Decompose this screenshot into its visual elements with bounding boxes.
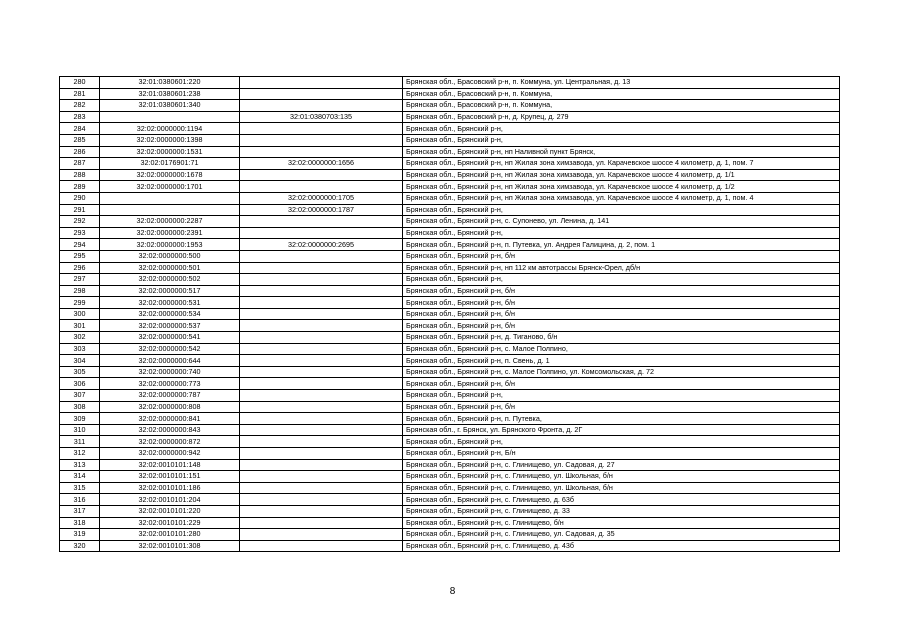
row-number-cell: 300 (60, 308, 100, 320)
address-cell: Брянская обл., Брасовский р-н, п. Коммуна, ул. Центральная, д. 13 (403, 77, 840, 89)
address-cell: Брянская обл., Брянский р-н, (403, 436, 840, 448)
cadastral-number-cell: 32:02:0010101:204 (100, 494, 240, 506)
address-cell: Брянская обл., Брянский р-н, п. Свень, д. 1 (403, 355, 840, 367)
row-number-cell: 315 (60, 482, 100, 494)
secondary-cadastral-number-cell (240, 250, 403, 262)
address-cell: Брянская обл., Брянский р-н, с. Глинищево, д. 63б (403, 494, 840, 506)
secondary-cadastral-number-cell (240, 505, 403, 517)
row-number-cell: 312 (60, 448, 100, 460)
address-cell: Брянская обл., Брянский р-н, п. Путевка, ул. Андрея Галицина, д. 2, пом. 1 (403, 239, 840, 251)
table-row (60, 494, 840, 506)
row-number-cell: 298 (60, 285, 100, 297)
row-number-cell: 285 (60, 134, 100, 146)
secondary-cadastral-number-cell (240, 297, 403, 309)
secondary-cadastral-number-cell (240, 540, 403, 552)
page-number: 8 (449, 586, 456, 597)
row-number-cell: 311 (60, 436, 100, 448)
cadastral-number-cell (100, 192, 240, 204)
table-row (60, 401, 840, 413)
address-cell: Брянская обл., Брянский р-н, б/н (403, 320, 840, 332)
row-number-cell: 287 (60, 158, 100, 170)
table-row (60, 134, 840, 146)
row-number-cell: 314 (60, 471, 100, 483)
table-row (60, 158, 840, 170)
secondary-cadastral-number-cell (240, 355, 403, 367)
cadastral-number-cell: 32:01:0380601:340 (100, 100, 240, 112)
table-row (60, 540, 840, 552)
table-row (60, 274, 840, 286)
table-row (60, 262, 840, 274)
secondary-cadastral-number-cell (240, 274, 403, 286)
secondary-cadastral-number-cell (240, 181, 403, 193)
table-row (60, 192, 840, 204)
secondary-cadastral-number-cell (240, 424, 403, 436)
secondary-cadastral-number-cell (240, 123, 403, 135)
row-number-cell: 305 (60, 366, 100, 378)
row-number-cell: 280 (60, 77, 100, 89)
table-row (60, 343, 840, 355)
address-cell: Брянская обл., Брянский р-н, с. Глинищево, д. 33 (403, 505, 840, 517)
row-number-cell: 304 (60, 355, 100, 367)
cadastral-number-cell: 32:01:0380601:238 (100, 88, 240, 100)
cadastral-number-cell: 32:02:0000000:1398 (100, 134, 240, 146)
row-number-cell: 307 (60, 390, 100, 402)
row-number-cell: 319 (60, 529, 100, 541)
table-row (60, 297, 840, 309)
secondary-cadastral-number-cell (240, 169, 403, 181)
address-cell: Брянская обл., Брянский р-н, с. Глинищево, б/н (403, 517, 840, 529)
row-number-cell: 289 (60, 181, 100, 193)
table-row (60, 204, 840, 216)
cadastral-number-cell: 32:02:0000000:517 (100, 285, 240, 297)
secondary-cadastral-number-cell (240, 494, 403, 506)
address-cell: Брянская обл., Брасовский р-н, п. Коммуна, (403, 88, 840, 100)
cadastral-number-cell: 32:02:0176901:71 (100, 158, 240, 170)
cadastral-number-cell: 32:02:0000000:1678 (100, 169, 240, 181)
row-number-cell: 313 (60, 459, 100, 471)
address-cell: Брянская обл., Брянский р-н, б/н (403, 297, 840, 309)
secondary-cadastral-number-cell (240, 482, 403, 494)
secondary-cadastral-number-cell (240, 529, 403, 541)
row-number-cell: 295 (60, 250, 100, 262)
secondary-cadastral-number-cell (240, 320, 403, 332)
address-cell: Брянская обл., Брянский р-н, нп Жилая зона химзавода, ул. Карачевское шоссе 4 километр, д. 1/2 (403, 181, 840, 193)
cadastral-number-cell: 32:02:0000000:534 (100, 308, 240, 320)
cadastral-number-cell: 32:02:0000000:1953 (100, 239, 240, 251)
registry-table-body (60, 77, 840, 552)
table-row (60, 88, 840, 100)
property-registry-table (59, 76, 840, 552)
cadastral-number-cell: 32:02:0000000:1531 (100, 146, 240, 158)
secondary-cadastral-number-cell: 32:02:0000000:1705 (240, 192, 403, 204)
table-row (60, 77, 840, 89)
row-number-cell: 281 (60, 88, 100, 100)
secondary-cadastral-number-cell (240, 517, 403, 529)
row-number-cell: 301 (60, 320, 100, 332)
cadastral-number-cell: 32:02:0000000:531 (100, 297, 240, 309)
table-row (60, 424, 840, 436)
table-row (60, 529, 840, 541)
row-number-cell: 297 (60, 274, 100, 286)
table-row (60, 505, 840, 517)
address-cell: Брянская обл., г. Брянск, ул. Брянского Фронта, д. 2Г (403, 424, 840, 436)
table-row (60, 100, 840, 112)
secondary-cadastral-number-cell: 32:02:0000000:1787 (240, 204, 403, 216)
cadastral-number-cell: 32:02:0000000:644 (100, 355, 240, 367)
address-cell: Брянская обл., Брянский р-н, б/н (403, 378, 840, 390)
address-cell: Брянская обл., Брянский р-н, нп Наливной пункт Брянск, (403, 146, 840, 158)
table-row (60, 459, 840, 471)
address-cell: Брянская обл., Брянский р-н, с. Глинищево, д. 43б (403, 540, 840, 552)
secondary-cadastral-number-cell (240, 436, 403, 448)
cadastral-number-cell: 32:02:0000000:808 (100, 401, 240, 413)
address-cell: Брянская обл., Брянский р-н, (403, 134, 840, 146)
row-number-cell: 310 (60, 424, 100, 436)
row-number-cell: 292 (60, 216, 100, 228)
table-row (60, 239, 840, 251)
table-row (60, 169, 840, 181)
row-number-cell: 288 (60, 169, 100, 181)
row-number-cell: 303 (60, 343, 100, 355)
row-number-cell: 290 (60, 192, 100, 204)
row-number-cell: 283 (60, 111, 100, 123)
address-cell: Брянская обл., Брянский р-н, нп Жилая зона химзавода, ул. Карачевское шоссе 4 километр, д. 1, пом. 4 (403, 192, 840, 204)
row-number-cell: 302 (60, 332, 100, 344)
table-row (60, 413, 840, 425)
address-cell: Брянская обл., Брянский р-н, с. Супонево, ул. Ленина, д. 141 (403, 216, 840, 228)
table-row (60, 146, 840, 158)
row-number-cell: 308 (60, 401, 100, 413)
cadastral-number-cell: 32:02:0000000:843 (100, 424, 240, 436)
address-cell: Брянская обл., Брянский р-н, (403, 123, 840, 135)
cadastral-number-cell: 32:02:0010101:308 (100, 540, 240, 552)
address-cell: Брянская обл., Брянский р-н, б/н (403, 308, 840, 320)
secondary-cadastral-number-cell (240, 459, 403, 471)
row-number-cell: 293 (60, 227, 100, 239)
cadastral-number-cell (100, 111, 240, 123)
table-row (60, 250, 840, 262)
table-row (60, 123, 840, 135)
address-cell: Брянская обл., Брасовский р-н, д. Крупец, д. 279 (403, 111, 840, 123)
cadastral-number-cell: 32:02:0000000:501 (100, 262, 240, 274)
secondary-cadastral-number-cell (240, 343, 403, 355)
table-row (60, 216, 840, 228)
address-cell: Брянская обл., Брянский р-н, с. Глинищево, ул. Школьная, б/н (403, 482, 840, 494)
secondary-cadastral-number-cell (240, 216, 403, 228)
secondary-cadastral-number-cell (240, 100, 403, 112)
address-cell: Брянская обл., Брянский р-н, д. Тиганово, б/н (403, 332, 840, 344)
address-cell: Брянская обл., Брянский р-н, нп Жилая зона химзавода, ул. Карачевское шоссе 4 километр, д. 1, пом. 7 (403, 158, 840, 170)
cadastral-number-cell: 32:02:0000000:2287 (100, 216, 240, 228)
secondary-cadastral-number-cell (240, 285, 403, 297)
cadastral-number-cell: 32:02:0000000:942 (100, 448, 240, 460)
secondary-cadastral-number-cell (240, 262, 403, 274)
cadastral-number-cell: 32:02:0000000:502 (100, 274, 240, 286)
address-cell: Брянская обл., Брянский р-н, Б/н (403, 448, 840, 460)
cadastral-number-cell: 32:02:0010101:151 (100, 471, 240, 483)
address-cell: Брянская обл., Брянский р-н, (403, 390, 840, 402)
table-row (60, 111, 840, 123)
row-number-cell: 296 (60, 262, 100, 274)
row-number-cell: 282 (60, 100, 100, 112)
cadastral-number-cell: 32:02:0010101:280 (100, 529, 240, 541)
secondary-cadastral-number-cell (240, 448, 403, 460)
cadastral-number-cell: 32:02:0000000:2391 (100, 227, 240, 239)
address-cell: Брянская обл., Брянский р-н, (403, 227, 840, 239)
address-cell: Брянская обл., Брянский р-н, б/н (403, 250, 840, 262)
cadastral-number-cell: 32:02:0000000:787 (100, 390, 240, 402)
address-cell: Брянская обл., Брянский р-н, (403, 204, 840, 216)
row-number-cell: 299 (60, 297, 100, 309)
secondary-cadastral-number-cell (240, 401, 403, 413)
secondary-cadastral-number-cell: 32:02:0000000:1656 (240, 158, 403, 170)
secondary-cadastral-number-cell (240, 146, 403, 158)
table-row (60, 355, 840, 367)
cadastral-number-cell: 32:01:0380601:220 (100, 77, 240, 89)
address-cell: Брянская обл., Брасовский р-н, п. Коммуна, (403, 100, 840, 112)
secondary-cadastral-number-cell: 32:01:0380703:135 (240, 111, 403, 123)
address-cell: Брянская обл., Брянский р-н, (403, 274, 840, 286)
address-cell: Брянская обл., Брянский р-н, с. Глинищево, ул. Школьная, б/н (403, 471, 840, 483)
table-row (60, 320, 840, 332)
secondary-cadastral-number-cell (240, 366, 403, 378)
table-row (60, 378, 840, 390)
table-row (60, 482, 840, 494)
cadastral-number-cell: 32:02:0000000:1194 (100, 123, 240, 135)
cadastral-number-cell (100, 204, 240, 216)
secondary-cadastral-number-cell (240, 471, 403, 483)
secondary-cadastral-number-cell (240, 390, 403, 402)
row-number-cell: 309 (60, 413, 100, 425)
cadastral-number-cell: 32:02:0000000:773 (100, 378, 240, 390)
cadastral-number-cell: 32:02:0010101:148 (100, 459, 240, 471)
table-row (60, 436, 840, 448)
row-number-cell: 291 (60, 204, 100, 216)
secondary-cadastral-number-cell (240, 308, 403, 320)
table-row (60, 227, 840, 239)
row-number-cell: 284 (60, 123, 100, 135)
row-number-cell: 317 (60, 505, 100, 517)
row-number-cell: 306 (60, 378, 100, 390)
row-number-cell: 316 (60, 494, 100, 506)
address-cell: Брянская обл., Брянский р-н, п. Путевка, (403, 413, 840, 425)
cadastral-number-cell: 32:02:0000000:841 (100, 413, 240, 425)
table-row (60, 448, 840, 460)
address-cell: Брянская обл., Брянский р-н, нп Жилая зона химзавода, ул. Карачевское шоссе 4 километр, д. 1/1 (403, 169, 840, 181)
row-number-cell: 318 (60, 517, 100, 529)
secondary-cadastral-number-cell: 32:02:0000000:2695 (240, 239, 403, 251)
cadastral-number-cell: 32:02:0000000:541 (100, 332, 240, 344)
cadastral-number-cell: 32:02:0000000:872 (100, 436, 240, 448)
cadastral-number-cell: 32:02:0000000:500 (100, 250, 240, 262)
secondary-cadastral-number-cell (240, 88, 403, 100)
secondary-cadastral-number-cell (240, 77, 403, 89)
secondary-cadastral-number-cell (240, 378, 403, 390)
address-cell: Брянская обл., Брянский р-н, с. Глинищево, ул. Садовая, д. 35 (403, 529, 840, 541)
address-cell: Брянская обл., Брянский р-н, б/н (403, 285, 840, 297)
secondary-cadastral-number-cell (240, 227, 403, 239)
cadastral-number-cell: 32:02:0000000:1701 (100, 181, 240, 193)
table-row (60, 285, 840, 297)
table-row (60, 517, 840, 529)
cadastral-number-cell: 32:02:0000000:537 (100, 320, 240, 332)
table-row (60, 181, 840, 193)
secondary-cadastral-number-cell (240, 332, 403, 344)
table-row (60, 332, 840, 344)
row-number-cell: 294 (60, 239, 100, 251)
table-row (60, 308, 840, 320)
table-row (60, 471, 840, 483)
cadastral-number-cell: 32:02:0010101:229 (100, 517, 240, 529)
table-row (60, 366, 840, 378)
secondary-cadastral-number-cell (240, 134, 403, 146)
address-cell: Брянская обл., Брянский р-н, нп 112 км автотрассы Брянск-Орел, дб/н (403, 262, 840, 274)
cadastral-number-cell: 32:02:0000000:542 (100, 343, 240, 355)
address-cell: Брянская обл., Брянский р-н, с. Малое Полпино, ул. Комсомольская, д. 72 (403, 366, 840, 378)
address-cell: Брянская обл., Брянский р-н, с. Глинищево, ул. Садовая, д. 27 (403, 459, 840, 471)
address-cell: Брянская обл., Брянский р-н, с. Малое Полпино, (403, 343, 840, 355)
cadastral-number-cell: 32:02:0010101:220 (100, 505, 240, 517)
address-cell: Брянская обл., Брянский р-н, б/н (403, 401, 840, 413)
row-number-cell: 286 (60, 146, 100, 158)
cadastral-number-cell: 32:02:0000000:740 (100, 366, 240, 378)
row-number-cell: 320 (60, 540, 100, 552)
cadastral-number-cell: 32:02:0010101:186 (100, 482, 240, 494)
table-row (60, 390, 840, 402)
secondary-cadastral-number-cell (240, 413, 403, 425)
